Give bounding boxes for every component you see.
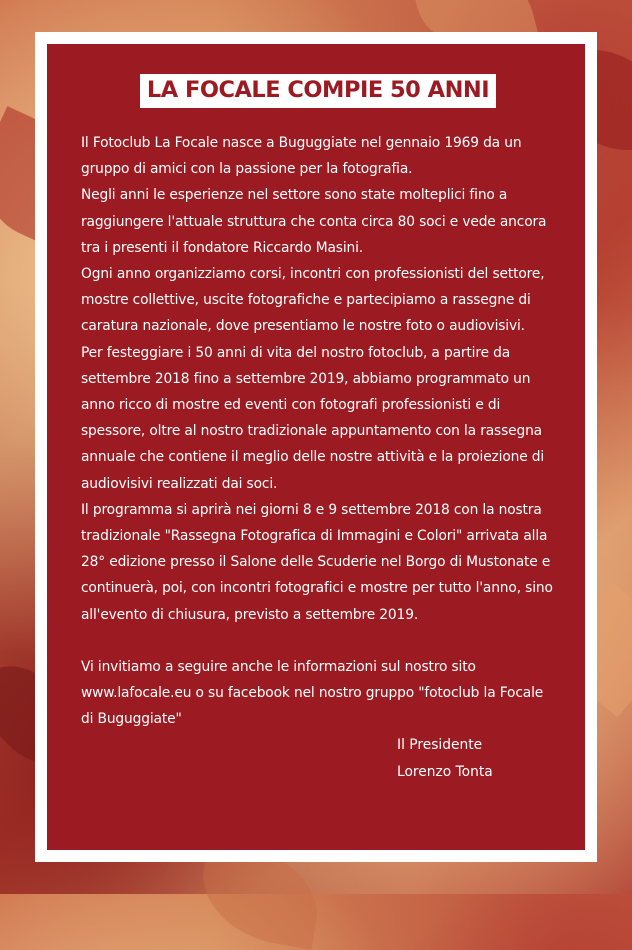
paragraph-experience: Negli anni le esperienze nel settore sono state molteplici fino a raggiungere l'attuale struttura che conta circa 80 soci e vede ancora tra i presenti il fondatore Riccardo Masini.	[81, 187, 547, 256]
page-title	[81, 74, 555, 108]
signature-role: Il Presidente	[397, 737, 483, 754]
content-panel	[47, 44, 585, 850]
signature-block	[397, 732, 555, 786]
paragraph-spacer	[81, 628, 555, 654]
signature-name: Lorenzo Tonta	[397, 764, 493, 781]
paragraph-program: Il programma si aprirà nei giorni 8 e 9 settembre 2018 con la nostra tradizionale "Rassegna Fotografica di Immagini e Colori" arrivata alla 28° edizione presso il Salone delle Scuderie nel Borgo di Mustonate e continuerà, poi, con incontri fotografici e mostre per tutto l'anno, sino all'evento di chiusura, previsto a settembre 2019.	[81, 501, 553, 623]
paragraph-activities: Ogni anno organizziamo corsi, incontri con professionisti del settore, mostre collettive, uscite fotografiche e partecipiamo a rassegne di caratura nazionale, dove presentiamo le nostre foto o audiovisivi.	[81, 266, 545, 335]
paragraph-closing: Vi invitiamo a seguire anche le informazioni sul nostro sito www.lafocale.eu o su facebook nel nostro gruppo "fotoclub la Focale di Buguggiate"	[81, 658, 544, 728]
white-frame	[35, 32, 597, 862]
article-body	[81, 130, 555, 732]
paragraph-anniversary: Per festeggiare i 50 anni di vita del nostro fotoclub, a partire da settembre 2018 fino a settembre 2019, abbiamo programmato un anno ricco di mostre ed eventi con fotografi professionisti e di spessore, oltre al nostro tradizionale appuntamento con la rassegna annuale che contiene il meglio delle nostre attività e la proiezione di audiovisivi realizzati dai soci.	[81, 344, 545, 492]
title-text: LA FOCALE COMPIE 50 ANNI	[140, 74, 496, 108]
paragraph-history: Il Fotoclub La Focale nasce a Buguggiate nel gennaio 1969 da un gruppo di amici con la passione per la fotografia.	[81, 135, 522, 178]
